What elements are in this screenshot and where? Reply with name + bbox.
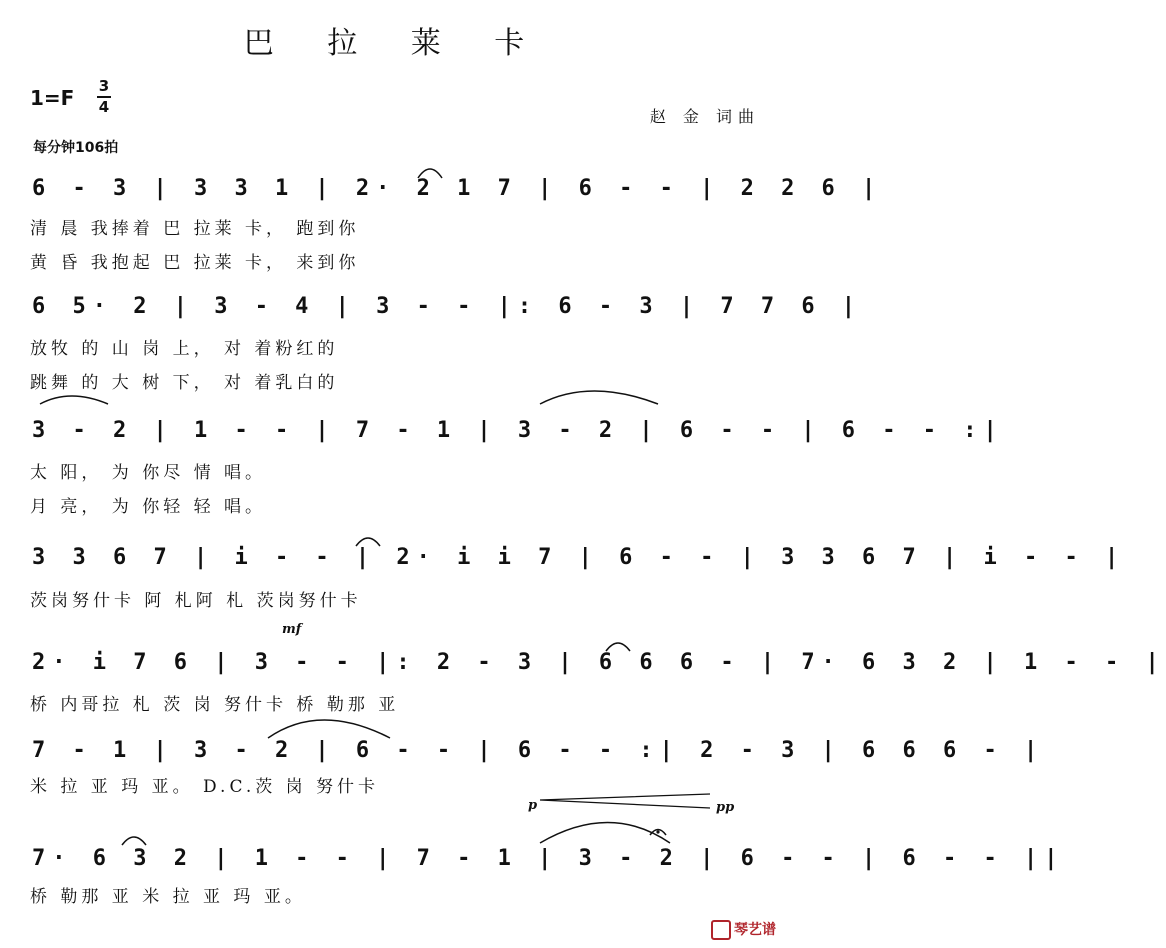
slur-3 [540, 391, 658, 404]
slur-7 [122, 837, 146, 845]
notation-line-4: 3 3 6 7 | i - - | 2· i i 7 | 6 - - | 3 3 6 7 | i - - | [32, 545, 1126, 570]
fermata-dot [656, 830, 659, 833]
slur-5 [606, 643, 630, 651]
lyric-line-5: 桥 内哥拉 札 茨 岗 努什卡 桥 勒那 亚 [30, 695, 400, 715]
slur-4 [356, 538, 380, 546]
slur-8 [540, 823, 670, 844]
time-signature-top: 3 [98, 77, 110, 95]
lyric-line-3b: 月 亮， 为 你轻 轻 唱。 [30, 497, 267, 517]
lyric-line-6: 米 拉 亚 玛 亚。 D.C.茨 岗 努什卡 [30, 777, 380, 797]
author-credit: 赵 金 词曲 [649, 107, 760, 126]
lyric-line-1b: 黄 昏 我抱起 巴 拉莱 卡， 来到你 [30, 253, 360, 273]
notation-line-6: 7 - 1 | 3 - 2 | 6 - - | 6 - - :| 2 - 3 | 6 6 6 - | [32, 738, 1045, 763]
slur-6 [268, 720, 390, 738]
notation-line-7: 7· 6 3 2 | 1 - - | 7 - 1 | 3 - 2 | 6 - - | 6 - - || [32, 846, 1065, 871]
watermark-logo [711, 919, 776, 940]
notation-line-5: 2· i 7 6 | 3 - - |: 2 - 3 | 6 6 6 - | 7· 6 3 2 | 1 - - | [32, 650, 1166, 675]
lyric-line-1a: 清 晨 我捧着 巴 拉莱 卡， 跑到你 [30, 219, 360, 239]
notation-line-1: 6 - 3 | 3 3 1 | 2· 2 1 7 | 6 - - | 2 2 6 | [32, 176, 883, 201]
dynamic-pp: pp [716, 800, 735, 815]
lyric-line-2a: 放牧 的 山 岗 上， 对 着粉红的 [30, 339, 339, 359]
time-signature-bottom: 4 [98, 98, 110, 116]
watermark-text: 琴艺谱 [734, 922, 776, 938]
logo-icon [711, 920, 731, 940]
slur-1 [418, 169, 442, 178]
dynamic-mf: mf [282, 622, 302, 637]
decrescendo-hairpin [540, 794, 710, 808]
key-signature: 1=F [30, 86, 75, 110]
lyric-line-7: 桥 勒那 亚 米 拉 亚 玛 亚。 [30, 887, 306, 907]
lyric-line-4: 茨岗努什卡 阿 札阿 札 茨岗努什卡 [30, 591, 362, 611]
notation-line-3: 3 - 2 | 1 - - | 7 - 1 | 3 - 2 | 6 - - | 6 - - :| [32, 418, 1004, 443]
notation-line-2: 6 5· 2 | 3 - 4 | 3 - - |: 6 - 3 | 7 7 6 | [32, 294, 863, 319]
lyric-line-3a: 太 阳， 为 你尽 情 唱。 [30, 463, 267, 483]
tempo-marking: 每分钟106拍 [33, 140, 119, 156]
page-title: 巴 拉 莱 卡 [243, 26, 547, 61]
lyric-line-2b: 跳舞 的 大 树 下， 对 着乳白的 [30, 373, 339, 393]
dynamic-p: p [528, 798, 538, 813]
slur-2 [40, 396, 108, 404]
